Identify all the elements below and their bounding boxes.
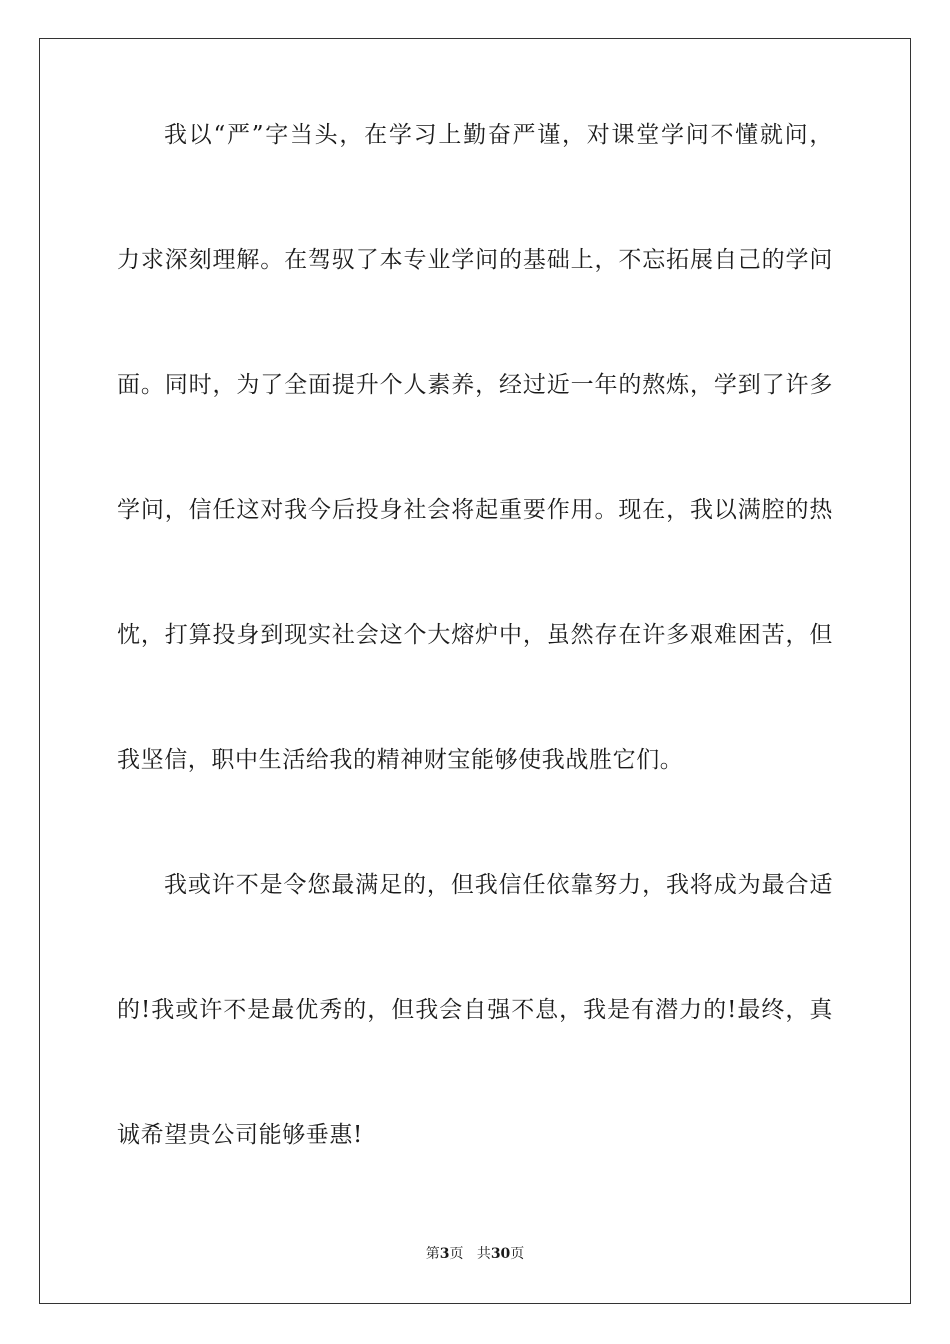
total-prefix: 共: [476, 1246, 491, 1262]
total-suffix: 页: [510, 1246, 525, 1262]
document-body: [117, 120, 833, 1151]
paragraph-line: 学问，信任这对我今后投身社会将起重要作用。现在，我以满腔的热: [117, 497, 833, 523]
page-footer: [0, 1245, 950, 1263]
paragraph-line: 我以“严”字当头，在学习上勤奋严谨，对课堂学问不懂就问，: [164, 122, 833, 148]
paragraph-line: 的!我或许不是最优秀的，但我会自强不息，我是有潜力的!最终，真: [117, 997, 833, 1023]
paragraph-line: 我坚信，职中生活给我的精神财宝能够使我战胜它们。: [117, 747, 684, 773]
paragraph-line: 面。同时，为了全面提升个人素养，经过近一年的熬炼，学到了许多: [117, 372, 833, 398]
paragraph-line: 忱，打算投身到现实社会这个大熔炉中，虽然存在许多艰难困苦，但: [117, 622, 833, 648]
page-suffix: 页: [449, 1246, 464, 1262]
paragraph-2: [117, 870, 833, 1151]
total-pages: 30: [490, 1246, 511, 1262]
paragraph-line: 诚希望贵公司能够垂惠!: [117, 1122, 363, 1148]
paragraph-1: [117, 120, 833, 776]
page-number: 3: [439, 1246, 450, 1262]
paragraph-line: 力求深刻理解。在驾驭了本专业学问的基础上，不忘拓展自己的学问: [117, 247, 833, 273]
page-prefix: 第: [425, 1246, 440, 1262]
paragraph-line: 我或许不是令您最满足的，但我信任依靠努力，我将成为最合适: [164, 872, 833, 898]
